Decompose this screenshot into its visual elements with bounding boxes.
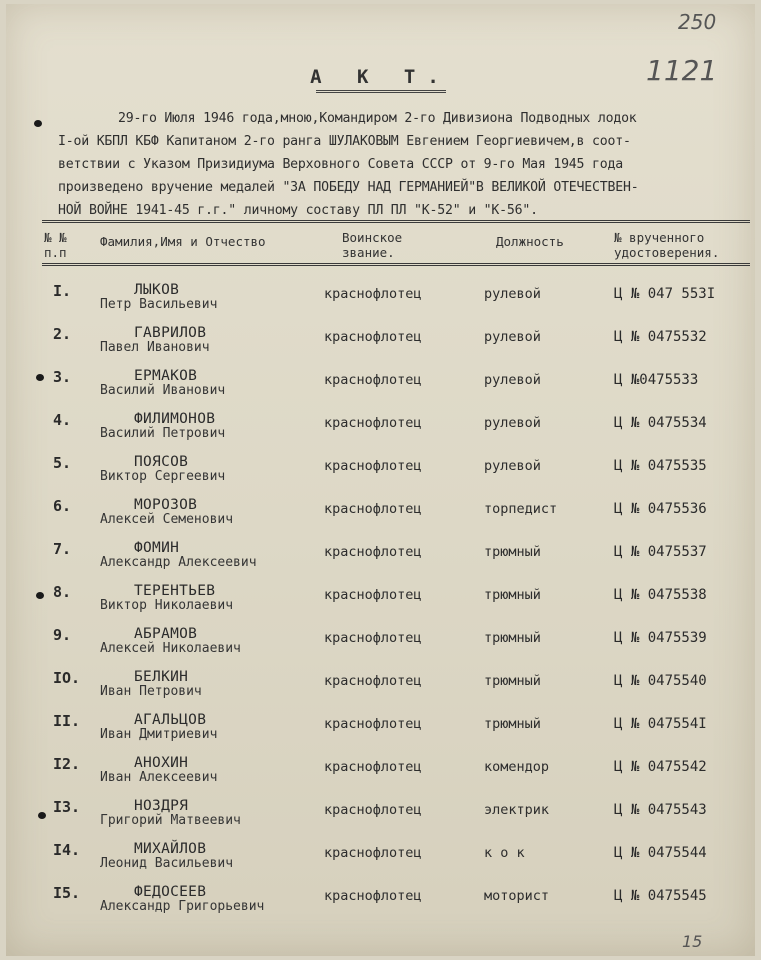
row-position: рулевой: [484, 372, 541, 388]
header-rank-line: Воинское: [342, 230, 403, 245]
header-rank-line: звание.: [342, 245, 395, 260]
row-surname: МОРОЗОВ: [134, 497, 198, 513]
row-given-name: Иван Петрович: [100, 684, 202, 699]
row-surname: МИХАЙЛОВ: [134, 841, 207, 857]
row-surname: АГАЛЬЦОВ: [134, 712, 207, 728]
row-position: рулевой: [484, 286, 541, 302]
row-number: I.: [53, 282, 72, 300]
row-number: 3.: [53, 368, 72, 386]
row-certificate: Ц № 0475537: [614, 544, 707, 560]
row-position: моторист: [484, 888, 550, 904]
row-rank: краснофлотец: [324, 888, 422, 904]
row-rank: краснофлотец: [324, 802, 422, 818]
row-position: трюмный: [484, 630, 541, 646]
document-sheet: [6, 4, 755, 956]
table-top-rule: [42, 220, 750, 223]
intro-line: ветствии с Указом Призидиума Верховного Совета СССР от 9-го Мая 1945 года: [58, 157, 623, 172]
row-number: 9.: [53, 626, 72, 644]
row-rank: краснофлотец: [324, 630, 422, 646]
row-certificate: Ц № 0475540: [614, 673, 707, 689]
row-certificate: Ц № 0475538: [614, 587, 707, 603]
row-rank: краснофлотец: [324, 286, 422, 302]
table-row: [6, 583, 755, 627]
intro-line: НОЙ ВОЙНЕ 1941-45 г.г." личному составу ПЛ ПЛ "К-52" и "К-56".: [58, 203, 538, 218]
row-given-name: Иван Дмитриевич: [100, 727, 218, 742]
row-rank: краснофлотец: [324, 329, 422, 345]
table-row: [6, 669, 755, 713]
archive-number: 1121: [646, 54, 718, 87]
punch-hole: [38, 812, 46, 819]
header-cert: [614, 230, 719, 260]
row-given-name: Александр Алексеевич: [100, 555, 257, 570]
row-given-name: Василий Петрович: [100, 426, 226, 441]
row-surname: ТЕРЕНТЬЕВ: [134, 583, 216, 599]
row-certificate: Ц № 0475539: [614, 630, 707, 646]
row-surname: ЕРМАКОВ: [134, 368, 198, 384]
table-header-rule: [42, 263, 750, 266]
row-position: рулевой: [484, 458, 541, 474]
table-row: [6, 282, 755, 326]
row-position: трюмный: [484, 716, 541, 732]
row-given-name: Виктор Сергеевич: [100, 469, 226, 484]
table-row: [6, 368, 755, 412]
row-certificate: Ц №0475533: [614, 372, 699, 388]
row-number: I2.: [53, 755, 81, 773]
row-rank: краснофлотец: [324, 544, 422, 560]
footer-mark: 15: [682, 932, 703, 951]
row-rank: краснофлотец: [324, 587, 422, 603]
header-name: Фамилия,Имя и Отчество: [100, 234, 266, 249]
row-number: 5.: [53, 454, 72, 472]
row-given-name: Григорий Матвеевич: [100, 813, 241, 828]
row-surname: БЕЛКИН: [134, 669, 189, 685]
table-row: [6, 497, 755, 541]
row-certificate: Ц № 0475534: [614, 415, 707, 431]
row-position: трюмный: [484, 673, 541, 689]
punch-hole: [36, 592, 44, 599]
row-surname: АНОХИН: [134, 755, 189, 771]
intro-line: 29-го Июля 1946 года,мною,Командиром 2-го Дивизиона Подводных лодок: [118, 111, 637, 126]
row-surname: ФЕДОСЕЕВ: [134, 884, 207, 900]
row-certificate: Ц № 0475535: [614, 458, 707, 474]
row-given-name: Иван Алексеевич: [100, 770, 218, 785]
row-number: 8.: [53, 583, 72, 601]
row-number: 4.: [53, 411, 72, 429]
row-rank: краснофлотец: [324, 845, 422, 861]
page-title: А К Т.: [310, 66, 451, 88]
row-given-name: Алексей Семенович: [100, 512, 234, 527]
row-number: I4.: [53, 841, 81, 859]
row-certificate: Ц № 0475543: [614, 802, 707, 818]
row-given-name: Александр Григорьевич: [100, 899, 265, 914]
intro-paragraph: [58, 107, 748, 222]
row-position: трюмный: [484, 587, 541, 603]
title-underline: [316, 90, 446, 93]
row-number: I3.: [53, 798, 81, 816]
row-rank: краснофлотец: [324, 673, 422, 689]
row-certificate: Ц № 0475545: [614, 888, 707, 904]
table-row: [6, 755, 755, 799]
row-number: II.: [53, 712, 81, 730]
punch-hole: [34, 120, 42, 127]
row-position: электрик: [484, 802, 550, 818]
row-certificate: Ц № 0475542: [614, 759, 707, 775]
header-num-line: п.п: [44, 245, 67, 260]
table-row: [6, 454, 755, 498]
punch-hole: [36, 374, 44, 381]
row-position: рулевой: [484, 415, 541, 431]
row-surname: ФИЛИМОНОВ: [134, 411, 216, 427]
row-position: комендор: [484, 759, 550, 775]
table-row: [6, 884, 755, 928]
row-given-name: Алексей Николаевич: [100, 641, 241, 656]
row-number: 2.: [53, 325, 72, 343]
row-number: I5.: [53, 884, 81, 902]
row-certificate: Ц № 047554I: [614, 716, 707, 732]
table-row: [6, 841, 755, 885]
row-rank: краснофлотец: [324, 372, 422, 388]
header-rank: [342, 230, 402, 260]
row-certificate: Ц № 047 553I: [614, 286, 716, 302]
row-surname: ГАВРИЛОВ: [134, 325, 207, 341]
header-num-line: № №: [44, 230, 67, 245]
row-given-name: Павел Иванович: [100, 340, 210, 355]
row-position: трюмный: [484, 544, 541, 560]
header-cert-line: № врученного: [614, 230, 705, 245]
row-rank: краснофлотец: [324, 716, 422, 732]
intro-line: произведено вручение медалей "ЗА ПОБЕДУ НАД ГЕРМАНИЕЙ"В ВЕЛИКОЙ ОТЕЧЕСТВЕН-: [58, 180, 639, 195]
corner-page-number: 250: [678, 10, 717, 34]
row-given-name: Василий Иванович: [100, 383, 226, 398]
intro-line: I-ой КБПЛ КБФ Капитаном 2-го ранга ШУЛАКОВЫМ Евгением Георгиевичем,в соот-: [58, 134, 631, 149]
header-num: [44, 230, 67, 260]
row-position: к о к: [484, 845, 525, 861]
row-rank: краснофлотец: [324, 458, 422, 474]
row-position: торпедист: [484, 501, 558, 517]
header-position: Должность: [496, 234, 564, 249]
row-certificate: Ц № 0475536: [614, 501, 707, 517]
row-surname: НОЗДРЯ: [134, 798, 189, 814]
row-number: IO.: [53, 669, 81, 687]
table-row: [6, 540, 755, 584]
row-rank: краснофлотец: [324, 501, 422, 517]
row-given-name: Петр Васильевич: [100, 297, 218, 312]
table-row: [6, 325, 755, 369]
row-certificate: Ц № 0475544: [614, 845, 707, 861]
row-number: 7.: [53, 540, 72, 558]
table-row: [6, 411, 755, 455]
table-row: [6, 626, 755, 670]
table-row: [6, 798, 755, 842]
table-row: [6, 712, 755, 756]
row-rank: краснофлотец: [324, 415, 422, 431]
header-cert-line: удостоверения.: [614, 245, 720, 260]
row-certificate: Ц № 0475532: [614, 329, 707, 345]
row-position: рулевой: [484, 329, 541, 345]
row-given-name: Виктор Николаевич: [100, 598, 234, 613]
row-surname: ПОЯСОВ: [134, 454, 189, 470]
row-number: 6.: [53, 497, 72, 515]
row-rank: краснофлотец: [324, 759, 422, 775]
row-surname: ФОМИН: [134, 540, 180, 556]
row-surname: ЛЫКОВ: [134, 282, 180, 298]
row-given-name: Леонид Васильевич: [100, 856, 234, 871]
row-surname: АБРАМОВ: [134, 626, 198, 642]
